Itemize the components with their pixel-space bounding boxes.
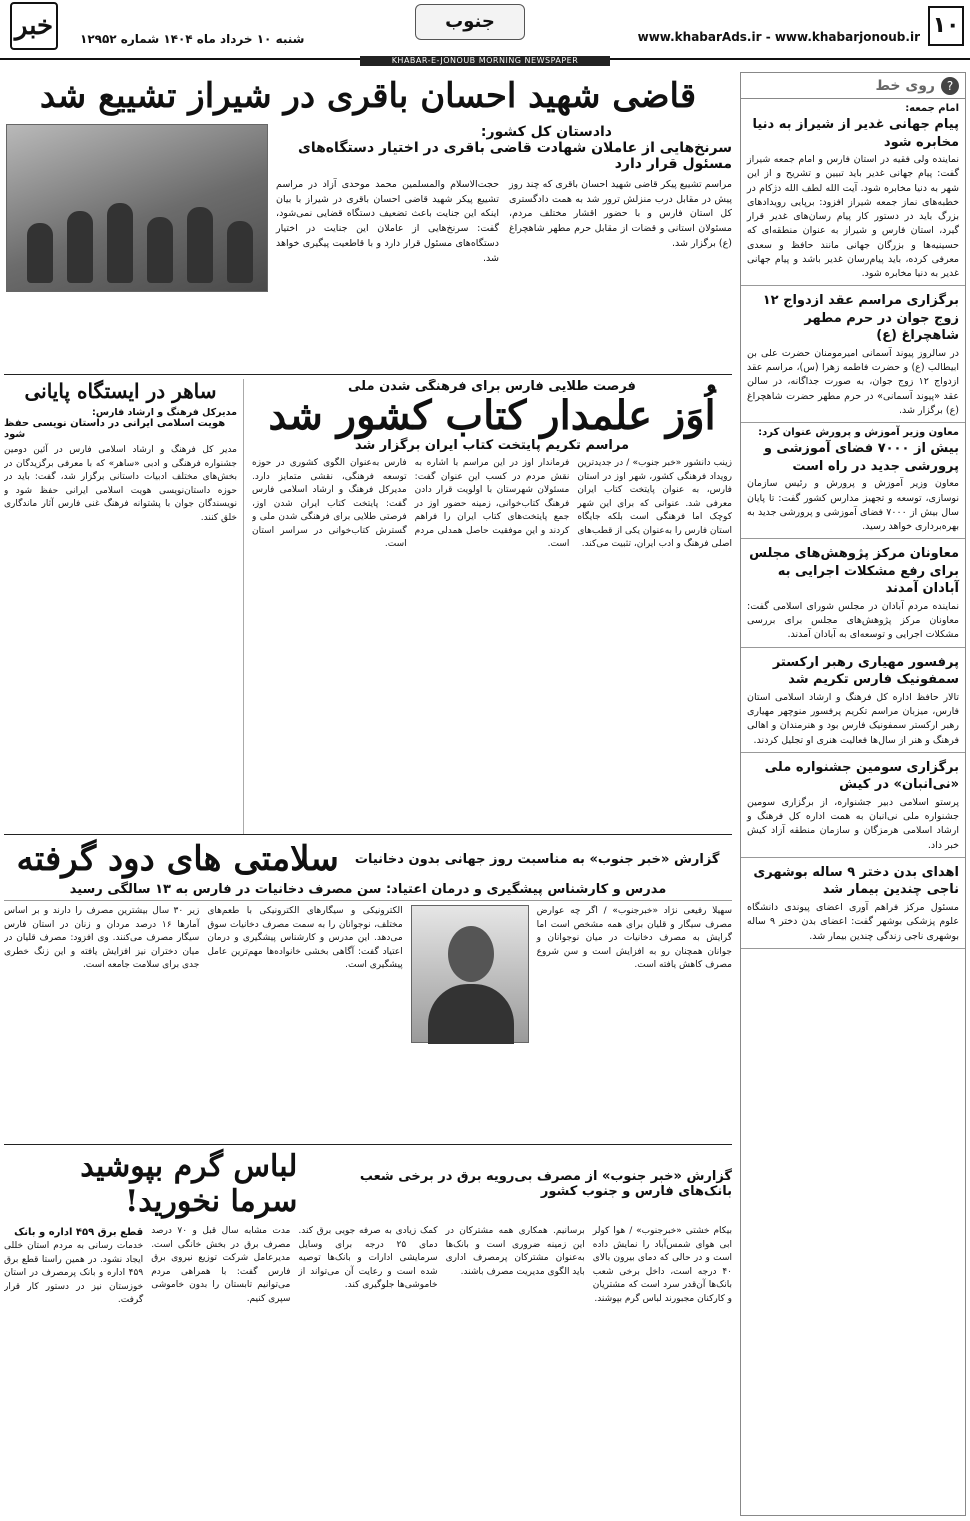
item-text: نماینده مردم آبادان در مجلس شورای اسلامی گفت: معاونان مرکز پژوهش‌های مجلس برای بررسی مشکلات اجرایی و توسعه‌ای به آبادان آمدند.: [747, 600, 959, 641]
item-title[interactable]: معاونان مرکز پژوهش‌های مجلس برای رفع مشکلات اجرایی به آبادان آمدند: [749, 546, 959, 597]
sahar-paragraph: مدیر کل فرهنگ و ارشاد اسلامی فارس در آئین دومین جشنواره فرهنگی و ادبی «ساهر» که با معرفی برگزیدگان در بخش‌های مختلف ادبیات داستانی برگزار شد، گفت: باید در حوزه داستان‌نویسی هویت اسلامی ایرانی حفظ شود و نویسندگان جوان با پشتوانه فرهنگ غنی فارس آثار ماندگاری خلق کنند.: [4, 445, 237, 523]
smoke-headline[interactable]: سلامتی های دود گرفته: [16, 839, 339, 879]
cloth-paragraph: مدت مشابه سال قبل و ۷۰ درصد مصرف برق در بخش خانگی است. مدیرعامل شرکت توزیع نیروی برق فارس گفت: با همراهی مردم می‌توانیم تابستان را بدون خاموشی سپری کنیم.: [151, 1226, 291, 1304]
cloth-label: گزارش «خبر جنوب» از مصرف بی‌رویه برق در برخی شعب بانک‌های فارس و جنوب کشور: [359, 1169, 732, 1199]
cloth-paragraph: بیکام خشتی «خبرجنوب» / هوا کولر ابی هوای شمس‌آباد را نمایش داده است و در حالی که دمای بیرون بالای ۴۰ درجه است، داخل برخی شعب بانک‌ها آن‌قدر سرد است که مشتریان و کارکنان مجبورند لباس گرم بپوشند.: [592, 1226, 732, 1304]
item-text: معاون وزیر آموزش و پرورش و رئیس سازمان نوسازی، توسعه و تجهیز مدارس کشور گفت: تا پایان سال بیش از ۷۰۰۰ فضای آموزشی و پرورشی جدید به بهره‌برداری خواهد رسید.: [747, 478, 959, 533]
expert-portrait: [411, 905, 529, 1043]
book-headline[interactable]: اُوَز علمدار کتاب کشور شد: [268, 392, 716, 439]
item-text: در سالروز پیوند آسمانی امیرمومنان حضرت علی بن ابیطالب (ع) و حضرت فاطمه زهرا (س)، مراسم عقد ازدواج ۱۲ زوج جوان، به صورت جداگانه، در سالن عقد «پیوند آسمانی» در حرم مطهر حضرت شاهچراغ (ع) برگزار شد.: [747, 347, 959, 416]
sidebar-item: [741, 858, 965, 949]
cloth-paragraph: کمک زیادی به صرفه جویی برق کند. دمای ۲۵ درجه برای وسایل سرمایشی ادارات و بانک‌ها توصیه شده است و رعایت آن می‌تواند از خاموشی‌ها جلوگیری کند.: [298, 1226, 438, 1290]
portrait-head: [448, 926, 494, 982]
sidebar-item: [741, 648, 965, 753]
smoke-subtitle: مدرس و کارشناس پیشگیری و درمان اعتیاد: سن مصرف دخانیات در فارس به ۱۳ سالگی رسید: [4, 879, 732, 901]
sidebar-news: [740, 72, 966, 1516]
item-text: تالار حافظ اداره کل فرهنگ و ارشاد اسلامی استان فارس، میزبان مراسم تکریم پرفسور منوچهر مهیاری رهبر ارکستر سمفونیک فارس بود و هنرمندان و اهالی فرهنگ و هنر از سال‌ها فعالیت هنری او تجلیل کردند.: [747, 691, 959, 746]
person-figure: [67, 211, 93, 283]
item-title[interactable]: اهدای بدن دختر ۹ ساله بوشهری ناجی چندین بیمار شد: [753, 864, 959, 898]
item-title[interactable]: بیش از ۷۰۰۰ فضای آموزشی و پرورشی جدید در راه است: [763, 441, 959, 474]
section-label: جنوب: [415, 4, 525, 40]
lead-text: [276, 124, 732, 374]
question-icon: ?: [941, 77, 959, 95]
sidebar-title: روی خط: [875, 77, 935, 94]
electricity-article: [4, 1144, 732, 1516]
main-content: [4, 72, 732, 1516]
book-paragraph: فرماندار اوز در این مراسم با اشاره به نقش مردم در کسب این عنوان گفت: مسئولان شهرستان با اولویت قرار دادن فرهنگ کتاب‌خوانی، زمینه حضور اوز در جمع پایتخت‌های کتاب ایران را فراهم کردند و این موفقیت حاصل همدلی مردم است.: [414, 458, 570, 549]
person-figure: [187, 207, 213, 283]
sidebar-item: [741, 539, 965, 647]
page-number: ۱۰: [928, 6, 964, 46]
smoke-paragraph: الکترونیکی و سیگارهای الکترونیکی با طعم‌های مختلف، نوجوانان را به سمت مصرف دخانیات سوق می‌دهد. این مدرس و کارشناس پیشگیری و درمان اعتیاد گفت: آگاهی بخشی خانواده‌ها مهم‌ترین عامل پیشگیری است.: [207, 906, 403, 970]
lead-headline[interactable]: قاضی شهید احسان باقری در شیراز تشییع شد: [39, 76, 697, 116]
sidebar-item: [741, 753, 965, 858]
smoke-label: گزارش «خبر جنوب» به مناسبت روز جهانی بدون دخانیات: [354, 851, 720, 867]
row-culture: [4, 374, 732, 834]
book-paragraph: فارس به‌عنوان الگوی کشوری در حوزه توسعه فرهنگی، نقشی متمایز دارد. مدیرکل فرهنگ و ارشاد اسلامی فارس گفت: پایتخت کتاب ایران شدن اوز، فرصتی طلایی برای فرهنگی شدن ملی و گسترش کتاب‌خوانی در سراسر استان است.: [252, 458, 407, 549]
cloth-paragraph: برسانیم. همکاری همه مشترکان در این زمینه ضروری است و بانک‌ها به‌عنوان مشترکان پرمصرف اداری باید الگوی مدیریت مصرف باشند.: [445, 1226, 585, 1277]
sahar-headline[interactable]: ساهر در ایستگاه پایانی: [24, 379, 217, 403]
sahar-article: [4, 379, 244, 834]
item-title[interactable]: پرفسور مهیاری رهبر ارکستر سمفونیک فارس تکریم شد: [772, 654, 959, 688]
item-kicker: معاون وزیر آموزش و پرورش عنوان کرد:: [758, 427, 959, 439]
smoke-paragraph: سهیلا رفیعی نژاد «خبرجنوب» / اگر چه عوارض مصرف سیگار و قلیان برای همه مشخص است اما گرایش به مصرف دخانیات در میان نوجوانان و جوانان همچنان رو به افزایش است و سن شروع مصرف کاهش یافته است.: [536, 906, 732, 970]
lead-subtitle: سرنخ‌هایی از عاملان شهادت قاضی باقری در اختیار دستگاه‌های مسئول قرار دارد: [298, 140, 732, 172]
lead-paragraph: حجت‌الاسلام والمسلمین محمد موحدی آزاد در مراسم تشییع پیکر شهید قاضی احسان باقری در شیراز با بیان اینکه این جنایت باعث تضعیف دستگاه قضایی نمی‌شود، گفت: سرنخ‌هایی از عاملان این جنایت در اختیار دستگاه‌های مسئول قرار دارد و با قاطعیت پیگیری خواهد شد.: [276, 179, 499, 264]
sidebar-item: [741, 286, 965, 423]
portrait-body: [428, 984, 514, 1044]
smoke-paragraph: زیر ۳۰ سال بیشترین مصرف را دارند و بر اساس آمارها ۱۶ درصد مردان و زنان در استان فارس سیگار مصرف می‌کنند. وی افزود: مصرف قلیان در میان دختران نیز افزایش یافته و این زنگ خطری جدی برای سلامت جامعه است.: [4, 906, 200, 970]
cloth-subhead: قطع برق ۴۵۹ اداره و بانک: [14, 1227, 144, 1238]
sidebar-item: [741, 423, 965, 539]
book-kicker: فرصت طلایی فارس برای فرهنگی شدن ملی: [348, 379, 636, 394]
cloth-paragraph: خدمات رسانی به مردم استان خللی ایجاد نشود. در همین راستا قطع برق ۴۵۹ اداره و بانک پرمصرف در استان خوزستان نیز در دستور کار قرار گرفت.: [4, 1241, 144, 1305]
funeral-photo: [6, 124, 268, 292]
item-title[interactable]: پیام جهانی غدیر از شیراز به دنیا مخابره شود: [752, 117, 959, 150]
smoke-article: [4, 834, 732, 1144]
person-figure: [27, 223, 53, 283]
lead-kicker: دادستان کل کشور:: [480, 124, 612, 140]
cloth-headline[interactable]: لباس گرم بپوشید سرما نخورید!: [80, 1149, 298, 1219]
person-figure: [107, 203, 133, 283]
newspaper-logo: خبر: [10, 2, 58, 50]
lead-paragraph: مراسم تشییع پیکر قاضی شهید احسان باقری که چند روز پیش در مقابل درب منزلش ترور شد به همت دادگستری کل استان فارس و با حضور اقشار مختلف مردم، مسئولان استانی و قضات از مقابل حرم مطهر شاهچراغ (ع) برگزار شد.: [509, 179, 732, 249]
website-urls[interactable]: www.khabarAds.ir - www.khabarjonoub.ir: [637, 30, 920, 44]
lead-article: [4, 76, 732, 374]
item-title[interactable]: برگزاری سومین جشنواره ملی «نی‌انبان» در کیش: [764, 759, 959, 793]
sidebar-item: [741, 99, 965, 286]
item-text: مسئول مرکز فراهم آوری اعضای پیوندی دانشگاه علوم پزشکی بوشهر گفت: اعضای بدن دختر ۹ ساله بوشهری ناجی زندگی چندین بیمار شد.: [747, 902, 959, 942]
book-paragraph: زینب دانشور «خبر جنوب» / در جدیدترین رویداد فرهنگی کشور، شهر اوز در استان فارس، به عنوان پایتخت کتاب ایران معرفی شد. عنوانی که برای این شهر کوچک اما فرهنگی است بلکه جایگاه استان فارس را به‌عنوان یکی از قطب‌های اصلی فرهنگ و ادب ایران، تثبیت می‌کند.: [577, 458, 732, 549]
masthead: [0, 0, 970, 65]
sahar-subtitle: هویت اسلامی ایرانی در داستان نویسی حفظ شود: [4, 418, 226, 440]
item-text: نماینده ولی فقیه در استان فارس و امام جمعه شیراز گفت: پیام جهانی غدیر باید تبیین و تشریح و از این شهر به دنیا مخابره شود. آیت الله لطف الله دژکام در خطبه‌های نماز جمعه شیراز افزود: برپایی رویدادهای بزرگ باید در دستور کار پیام رسان‌های غدیر قرار گیرد، استان فارس و شیراز به عنوان منطقه‌ای که حسینیه‌ها و بزرگان جهانی مانند حافظ و سعدی معرفی کرده، باید پیام‌رسان غدیر باشد و پیام جهانی غدیر به دنیا مخابره شود.: [747, 154, 959, 280]
item-title[interactable]: برگزاری مراسم عقد ازدواج ۱۲ زوج جوان در حرم مطهر شاهچراغ (ع): [762, 293, 959, 344]
person-figure: [147, 217, 173, 283]
item-text: پرستو اسلامی دبیر جشنواره، از برگزاری سومین جشنواره ملی نی‌انبان به همت اداره کل فرهنگ و ارشاد اسلامی هرمزگان و سازمان منطقه آزاد کیش خبر داد.: [747, 796, 959, 851]
sidebar-header: [741, 73, 965, 99]
book-subtitle: مراسم تکریم پایتخت کتاب ایران برگزار شد: [354, 438, 630, 453]
item-kicker: امام جمعه:: [905, 103, 959, 114]
person-figure: [227, 221, 253, 283]
sahar-byline: مدیرکل فرهنگ و ارشاد فارس:: [92, 407, 237, 418]
book-article: [252, 379, 732, 834]
morning-banner: KHABAR-E-JONOUB MORNING NEWSPAPER: [360, 56, 610, 66]
dateline: شنبه ۱۰ خرداد ماه ۱۴۰۴ شماره ۱۲۹۵۲: [80, 32, 305, 46]
